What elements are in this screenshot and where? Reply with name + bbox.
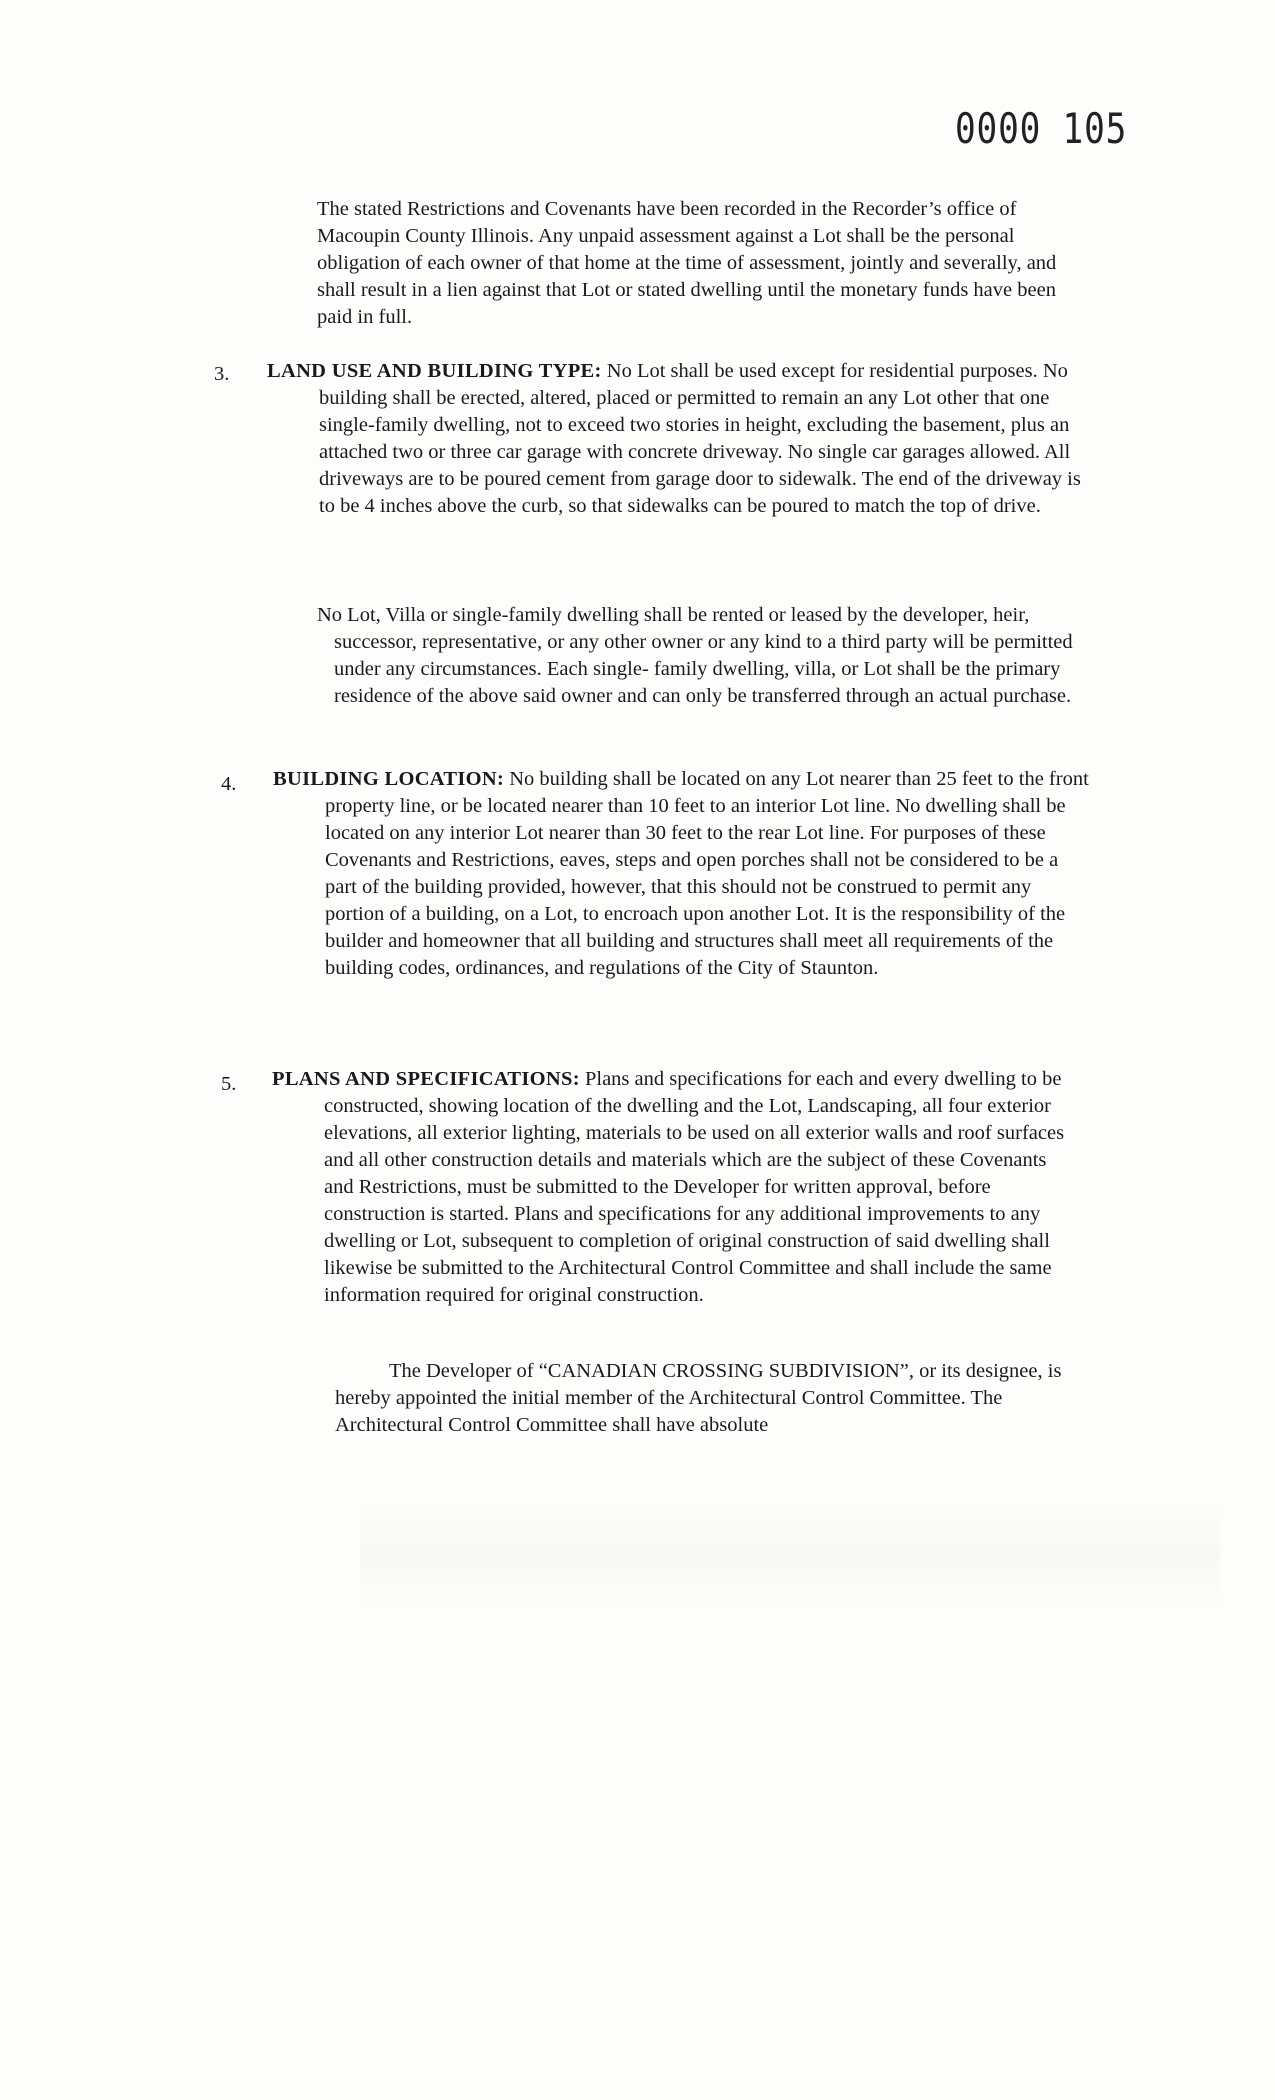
section-3-heading: LAND USE AND BUILDING TYPE: [267,360,602,382]
section-5-text: Plans and specifications for each and every dwelling to be constructed, showing location of the dwelling and the Lot, Landscaping, all four exterior elevations, all exterior lighting, materials to be used on all exterior walls and roof surfaces and all other construction details and materials which are the subject of these Covenants and Restrictions, must be submitted to the Developer for written approval, before construction is started. Plans and specifications for any additional improvements to any dwelling or Lot, subsequent to completion of original construction of said dwelling shall likewise be submitted to the Architectural Control Committee and shall include the same information required for original construction. [324,1068,1065,1306]
section-4-text: No building shall be located on any Lot nearer than 25 feet to the front property line, or be located nearer than 10 feet to an interior Lot line. No dwelling shall be located on any interior Lot nearer than 30 feet to the rear Lot line. For purposes of these Covenants and Restrictions, eaves, steps and open porches shall not be considered to be a part of the building provided, however, that this should not be construed to permit any portion of a building, on a Lot, to encroach upon another Lot. It is the responsibility of the builder and homeowner that all building and structures shall meet all requirements of the building codes, ordinances, and regulations of the City of Staunton. [325,768,1089,979]
section-3-text: No Lot shall be used except for residential purposes. No building shall be erected, altered, placed or permitted to remain an any Lot other that one single-family dwelling, not to exceed two stories in height, excluding the basement, plus an attached two or three car garage with concrete driveway. No single car garages allowed. All driveways are to be poured cement from garage door to sidewalk. The end of the driveway is to be 4 inches above the curb, so that sidewalks can be poured to match the top of drive. [319,360,1081,517]
section-5-heading: PLANS AND SPECIFICATIONS: [272,1068,580,1090]
section-3-extra-paragraph [317,602,1089,710]
section-3-number: 3. [214,363,230,385]
section-3-extra-text: No Lot, Villa or single-family dwelling shall be rented or leased by the developer, heir, successor, representative, or any other owner or any kind to a third party will be permitted under any circumstances. Each single- family dwelling, villa, or Lot shall be the primary residence of the above said owner and can only be transferred through an actual purchase. [317,604,1073,707]
section-5-number: 5. [221,1073,237,1095]
section-4-number: 4. [221,773,237,795]
recorder-page-stamp [955,104,1152,153]
section-5-extra-paragraph: The Developer of “CANADIAN CROSSING SUBDIVISION”, or its designee, is hereby appointed the initial member of the Architectural Control Committee. The Architectural Control Committee shall have absolute [335,1360,1062,1436]
intro-paragraph: The stated Restrictions and Covenants have been recorded in the Recorder’s office of Macoupin County Illinois. Any unpaid assessment against a Lot shall be the personal obligation of each owner of that home at the time of assessment, jointly and severally, and shall result in a lien against that Lot or stated dwelling until the monetary funds have been paid in full. [317,198,1057,328]
section-5-body [272,1066,1072,1309]
section-3-body [267,358,1089,520]
section-4-body [273,766,1095,982]
stamp-page-number: 105 [1062,104,1128,153]
stamp-book-number: 0000 [955,104,1042,153]
scan-artifact [360,1500,1220,1610]
section-4-heading: BUILDING LOCATION: [273,768,505,790]
